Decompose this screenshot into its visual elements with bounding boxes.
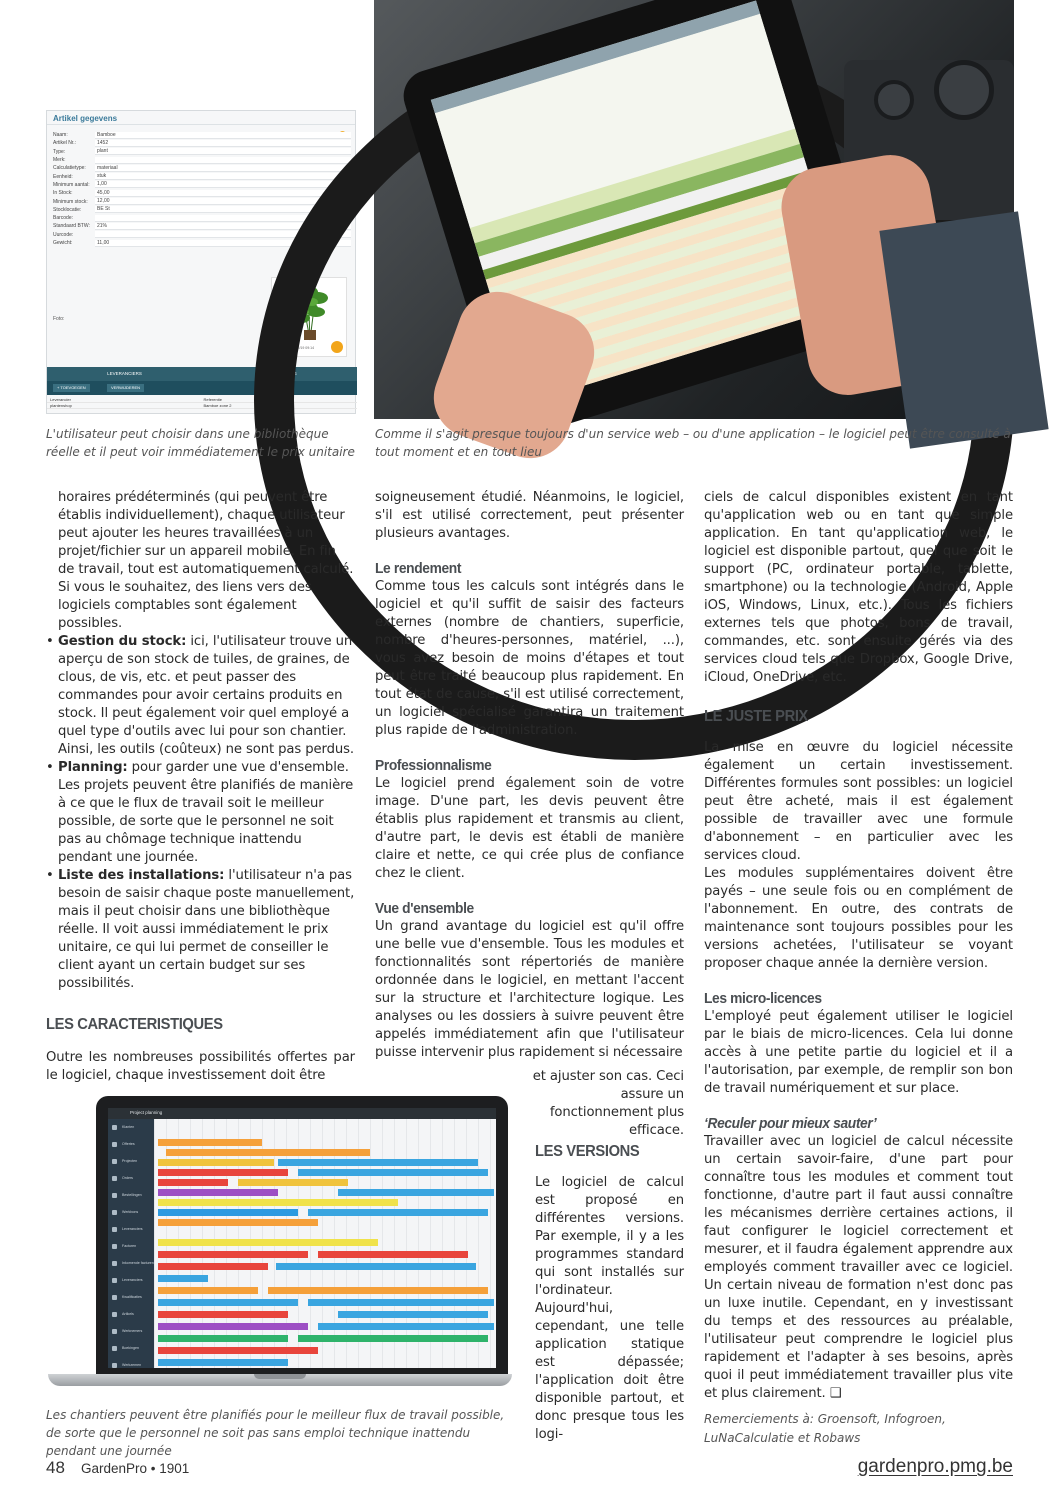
tablet-caption: Comme il s'agit presque toujours d'un service web – ou d'une application – le logiciel peut être consulté à tout moment et en tout lieu: [375, 427, 1011, 459]
col2-intro: soigneusement étudié. Néanmoins, le logiciel, s'il est utilisé correctement, peut présenter plusieurs avantages.: [375, 490, 684, 541]
field-label: In Stock:: [53, 190, 73, 197]
planning-bar[interactable]: [158, 1209, 298, 1216]
artikel-field-row: [53, 156, 351, 164]
planning-bar[interactable]: [298, 1169, 488, 1176]
field-value[interactable]: 11,00: [95, 240, 351, 247]
table-cell: plantenshop: [50, 403, 72, 408]
col1-intro: horaires prédéterminés (qui peuvent être établis individuellement), chaque utilisateur peut ajouter les heures travaillées à un projet/fichier sur un appareil mobile. En fin de travail, tout est automatiquement calculé. Si vous le souhaitez, des liens vers des logiciels comptables sont également possibles.: [58, 490, 354, 631]
bullet-text: ici, l'utilisateur trouve un aperçu de son stock de tuiles, de graines, de clous, de vis, etc. et peut passer des commandes pour avoir certains produits en stock. Il peut également voir quel employé a quel type d'outils avec lui pour son chantier. Ainsi, les outils (coûteux) ne sont pas perdus.: [58, 634, 354, 757]
sidebar-item[interactable]: Boekingen: [108, 1340, 154, 1357]
field-value[interactable]: plant: [95, 148, 351, 155]
page-number: 48: [46, 1458, 65, 1477]
planning-bar[interactable]: [158, 1159, 274, 1166]
planning-bar[interactable]: [278, 1159, 478, 1166]
toevoegen-button[interactable]: + TOEVOEGEN: [53, 384, 90, 392]
credits: Remerciements à: Groensoft, Infogroen, LuNaCalculatie et Robaws: [704, 1412, 946, 1445]
artikel-field-row: [53, 139, 351, 147]
planning-bar[interactable]: [308, 1299, 494, 1306]
sidebar-item[interactable]: Werkbons: [108, 1204, 154, 1221]
sidebar-item[interactable]: Facturen: [108, 1238, 154, 1255]
table-header-cell: Referentie: [203, 397, 222, 402]
sidebar-item[interactable]: Offertes: [108, 1136, 154, 1153]
air-vent: [874, 80, 914, 120]
heading-micro-licences: Les micro-licences: [704, 990, 822, 1007]
sidebar-item[interactable]: Leveranciers: [108, 1221, 154, 1238]
table-cell: Bamboe zone 2: [203, 403, 232, 408]
laptop-caption: Les chantiers peuvent être planifiés pour le meilleur flux de travail possible, de sorte que le personnel ne soit pas sans emploi technique inattendu pendant une journée: [46, 1408, 505, 1458]
laptop-notch: [254, 1374, 306, 1379]
col3-prix-2: Les modules supplémentaires doivent être payés – une seule fois ou en complément de l'abonnement. En outre, des contrats de maintenance sont toujours possibles pour les versions achetées, l'utilisateur se voyant proposer chaque année la dernière version.: [704, 866, 1013, 971]
bullet-title: Liste des installations:: [58, 868, 225, 883]
section-heading-prix: LE JUSTE PRIX: [704, 708, 809, 725]
end-mark-icon: ❑: [829, 1386, 842, 1401]
sidebar-item[interactable]: Kwalificaties: [108, 1289, 154, 1306]
bullet-text: pour garder une vue d'ensemble. Les projets peuvent être planifiés de manière à ce que le flux de travail soit le meilleur possible, de sorte que le personnel ne soit pas au chômage technique inattendu pendant une journée.: [58, 760, 354, 865]
artikel-caption: L'utilisateur peut choisir dans une bibliothèque réelle et il peut voir immédiatement le prix unitaire: [46, 427, 355, 459]
planning-bar[interactable]: [158, 1169, 288, 1176]
sidebar-item[interactable]: Orders: [108, 1170, 154, 1187]
tab-leveranciers[interactable]: LEVERANCIERS: [107, 371, 142, 376]
field-label: Minimum stock:: [53, 198, 88, 205]
field-value[interactable]: [95, 157, 351, 164]
column-2-wrap: [517, 1068, 684, 1140]
column-3: [704, 489, 1013, 1403]
column-1: [46, 489, 355, 1085]
planning-bar[interactable]: [158, 1263, 268, 1270]
planning-bar[interactable]: [158, 1311, 288, 1318]
planning-bar[interactable]: [158, 1139, 262, 1146]
heading-professionnalisme: Professionnalisme: [375, 757, 492, 774]
col3-reculer: [704, 1133, 1013, 1403]
planning-bar[interactable]: [158, 1179, 228, 1186]
sidebar-item[interactable]: Projecten: [108, 1153, 154, 1170]
website-link[interactable]: gardenpro.pmg.be: [857, 1456, 1013, 1477]
artikel-field-row: [53, 197, 351, 205]
col2-vue-ensemble-end: et ajuster son cas. Ceci assure un fonctionnement plus efficace.: [532, 1069, 684, 1138]
field-value[interactable]: 45,00: [95, 190, 351, 197]
column-2-versions: [535, 1142, 684, 1444]
tab-omschrijving[interactable]: OMSCHRIJVING: [262, 371, 297, 376]
sidebar-item[interactable]: Werkzemen: [108, 1357, 154, 1374]
planning-bar[interactable]: [158, 1299, 298, 1306]
artikel-field-row: [53, 172, 351, 180]
sidebar-item[interactable]: Artikels: [108, 1306, 154, 1323]
field-label: Gewicht:: [53, 240, 73, 246]
col1-outro: Outre les nombreuses possibilités offertes par le logiciel, chaque investissement doit être: [46, 1050, 355, 1083]
col3-intro: ciels de calcul disponibles existent en tant qu'application web ou en tant que simple application. En tant qu'application web, le logiciel est disponible partout, quel que soit le support (PC, ordinateur portable, tablette, smartphone) ou la technologie (Android, Apple iOS, Windows, Linux, etc.). Tous les fichiers externes tels que photos, bons de travail, commandes, etc. sont ensuite gérés via des services cloud tels que Dropbox, Google Drive, iCloud, OneDrive, etc.: [704, 490, 1013, 685]
col3-micro-licences: L'employé peut également utiliser le logiciel par le biais de micro-licences. Cela lui donne accès à une petite partie du logiciel et il a l'autorisation, par exemple, de remplir son bon de travail numériquement et sur place.: [704, 1009, 1013, 1096]
artikel-field-row: [53, 148, 351, 156]
sidebar-item[interactable]: Leveranciers: [108, 1272, 154, 1289]
planning-bar[interactable]: [158, 1189, 278, 1196]
artikel-title: Artikel gegevens: [47, 111, 355, 125]
air-vent: [934, 60, 994, 120]
planning-bar[interactable]: [238, 1179, 348, 1186]
planning-bar[interactable]: [308, 1209, 488, 1216]
artikel-field-row: [53, 181, 351, 189]
artikel-field-row: [53, 131, 351, 139]
planning-bar[interactable]: [166, 1149, 370, 1156]
sidebar-item[interactable]: Klanten: [108, 1119, 154, 1136]
heading-rendement: Le rendement: [375, 560, 462, 577]
laptop-screen: [108, 1108, 496, 1368]
laptop-planning-image: [48, 1096, 512, 1392]
tablet-in-car-photo: [374, 0, 1014, 419]
field-label: Naam:: [53, 132, 68, 139]
field-label: Uurcode:: [53, 231, 74, 238]
bullet-planning: [46, 759, 355, 867]
planning-bar[interactable]: [318, 1323, 494, 1330]
bullet-title: Gestion du stock:: [58, 634, 187, 649]
planning-bar[interactable]: [338, 1311, 488, 1318]
sidebar-item[interactable]: Werknemers: [108, 1323, 154, 1340]
field-value[interactable]: BE St: [95, 206, 351, 213]
field-value[interactable]: 21%: [95, 223, 351, 230]
field-label: Standaard BTW:: [53, 223, 90, 230]
sleeve: [879, 211, 1048, 448]
planning-bar[interactable]: [158, 1219, 318, 1226]
col2-professionnalisme: Le logiciel prend également soin de votre image. D'une part, les devis peuvent être établis plus rapidement et transmis au client, d'autre part, le devis est établi de manière claire et nette, ce qui crée plus de confiance chez le client.: [375, 776, 684, 881]
field-label: Eenheid:: [53, 173, 73, 180]
planning-bar[interactable]: [158, 1199, 398, 1206]
sidebar-item[interactable]: Inkomende facturen: [108, 1255, 154, 1272]
planning-bar[interactable]: [318, 1251, 468, 1258]
col3-prix-1: La mise en œuvre du logiciel nécessite également un certain investissement. Différentes formules sont possibles: un logiciel peut être acheté, mais il est également possible de travailler avec une formule d'abonnement – en particulier avec les services cloud.: [704, 740, 1013, 863]
planning-bar[interactable]: [158, 1275, 208, 1282]
field-label: Artikel Nr.:: [53, 140, 77, 147]
field-label: Type:: [53, 148, 66, 155]
col2-vue-ensemble: Un grand avantage du logiciel est qu'il offre une belle vue d'ensemble. Tous les modules et fonctionnalités sont répertoriés de manière ordonnée dans le logiciel, en mettant l'accent sur la structure et l'architecture logique. Les analyses ou les dossiers à suivre peuvent être appelés immédiatement afin que l'utilisateur puisse intervenir plus rapidement si nécessaire: [375, 919, 684, 1060]
verwijderen-button[interactable]: VERWIJDEREN: [107, 384, 144, 392]
bullet-installations: [46, 867, 355, 993]
bullet-title: Planning:: [58, 760, 128, 775]
planning-grid: [154, 1119, 496, 1368]
sidebar-item[interactable]: Bestellingen: [108, 1187, 154, 1204]
app-title: Project planning: [130, 1110, 163, 1115]
field-value[interactable]: Bamboe: [95, 132, 351, 139]
planning-bar[interactable]: [158, 1239, 378, 1246]
field-value[interactable]: stuk: [95, 173, 351, 180]
col2-rendement: Comme tous les calculs sont intégrés dans le logiciel et qu'il suffit de saisir des facteurs externes (nombre de chantiers, superficie, nombre d'heures-personnes, matériel, ...), vous avez besoin de moins d'étapes et tout peut être traité beaucoup plus rapidement. En tout état de cause, s'il est utilisé correctement, un logiciel spécialisé garantira un traitement plus rapide de l'administration.: [375, 579, 684, 738]
field-value[interactable]: 1452: [95, 140, 351, 147]
planning-bar[interactable]: [338, 1189, 494, 1196]
field-label: Minimum aantal:: [53, 181, 90, 188]
artikel-field-row: [53, 164, 351, 172]
planning-bar[interactable]: [276, 1263, 476, 1270]
planning-bar[interactable]: [158, 1287, 258, 1294]
planning-bar[interactable]: [158, 1359, 288, 1366]
field-label: Barcode:: [53, 215, 74, 222]
artikel-field-row: [53, 189, 351, 197]
heading-vue-ensemble: Vue d'ensemble: [375, 900, 474, 917]
planning-bar[interactable]: [268, 1287, 488, 1294]
table-header-cell: Leverancier: [50, 397, 71, 402]
foto-label: Foto:: [53, 316, 65, 322]
app-header: [108, 1108, 496, 1119]
field-value[interactable]: 1,00: [95, 181, 351, 188]
artikel-field-row: [53, 206, 351, 214]
plant-caption: 62 KB - 7/02/19 09:14: [280, 346, 315, 350]
field-value[interactable]: materiaal: [95, 165, 351, 172]
field-label: Merk:: [53, 157, 66, 164]
field-value[interactable]: 12,00: [95, 198, 351, 205]
col2-versions: Le logiciel de calcul est proposé en différentes versions. Par exemple, il y a les programmes standard qui sont installés sur l'ordinateur. Aujourd'hui, cependant, une telle application statique est dépassée; l'application doit être disponible partout, et donc presque tous les logi-: [535, 1175, 684, 1442]
heading-reculer: ‘Reculer pour mieux sauter’: [704, 1115, 877, 1132]
planning-bar[interactable]: [158, 1251, 308, 1258]
bullet-gestion-stock: [46, 633, 355, 759]
bullet-text: l'utilisateur n'a pas besoin de saisir chaque poste manuellement, mais il peut choisir dans une bibliothèque réelle. Il voit aussi immédiatement le prix unitaire, ce qui lui permet de conseiller le client ayant un certain budget sur ses possibilités.: [58, 868, 355, 991]
col3-reculer-text: Travailler avec un logiciel de calcul nécessite un certain savoir-faire, d'une part pour connaître tous les modules et comment tout fonctionne, d'autre part il faut aussi connaître les mécanismes derrière certaines actions, il faut configurer le logiciel correctement et mesurer, et il faudra également apprendre aux employés comment travailler avec ce logiciel. Un certain niveau de formation n'est donc pas un luxe inutile. Cependant, en y investissant du temps et des ressources au préalable, l'utilisateur peut comprendre le logiciel plus rapidement et l'adapter à ses besoins, après quoi il peut immédiatement travailler plus vite et plus clairement.: [704, 1134, 1013, 1401]
app-sidebar: [108, 1119, 154, 1368]
planning-bar[interactable]: [158, 1347, 318, 1354]
planning-bar[interactable]: [298, 1335, 488, 1342]
planning-bar[interactable]: [158, 1323, 308, 1330]
section-heading-versions: LES VERSIONS: [535, 1143, 640, 1160]
section-heading: LES CARACTERISTIQUES: [46, 1016, 223, 1033]
planning-bar[interactable]: [158, 1335, 288, 1342]
field-label: Stocklocatie:: [53, 206, 82, 213]
column-2: [375, 489, 684, 1062]
magazine-name: GardenPro • 1901: [81, 1461, 190, 1476]
field-label: Calculatietype:: [53, 165, 86, 172]
